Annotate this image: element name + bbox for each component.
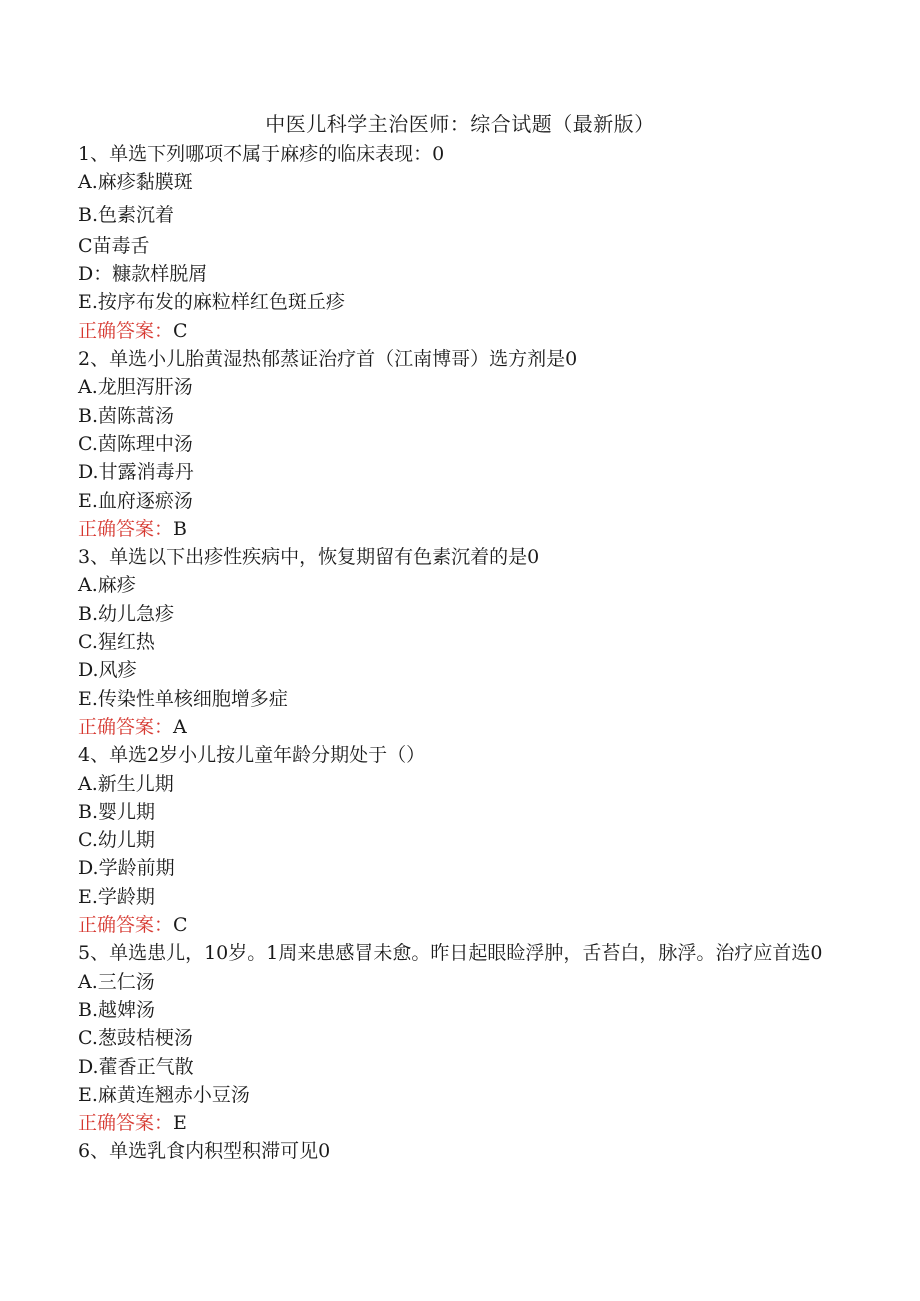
option-d: D.甘露消毒丹 [78, 461, 194, 484]
answer-value: C [173, 319, 188, 342]
document-title: 中医儿科学主治医师：综合试题（最新版） [265, 112, 655, 136]
question-stem: 6、单选乳食内积型积滞可见0 [78, 1140, 331, 1163]
option-d: D.藿香正气散 [78, 1055, 194, 1078]
option-b: B.色素沉着 [78, 203, 175, 226]
option-a: A.新生儿期 [78, 772, 174, 795]
option-e: E.学龄期 [78, 885, 155, 908]
correct-answer [78, 515, 838, 543]
option-a: A.龙胆泻肝汤 [78, 376, 193, 399]
question-3 [78, 543, 838, 741]
question-stem: 1、单选下列哪项不属于麻疹的临床表现：0 [78, 143, 445, 165]
question-stem: 3、单选以下出疹性疾病中，恢复期留有色素沉着的是0 [78, 546, 540, 569]
question-stem: 5、单选患儿，10岁。1周来患感冒未愈。昨日起眼睑浮肿，舌苔白，脉浮。治疗应首选0 [78, 942, 823, 965]
answer-label: 正确答案： [78, 517, 174, 540]
answer-value: B [173, 517, 187, 540]
answer-value: A [173, 715, 187, 738]
option-c: C.猩红热 [78, 631, 155, 654]
question-stem: 2、单选小儿胎黄湿热郁蒸证治疗首（江南博哥）选方剂是0 [78, 348, 578, 371]
answer-label: 正确答案： [78, 319, 174, 342]
answer-label: 正确答案： [78, 715, 174, 738]
option-e: E.血府逐瘀汤 [78, 489, 193, 512]
correct-answer [78, 1109, 838, 1137]
correct-answer [78, 911, 838, 939]
option-a: A.三仁汤 [78, 970, 155, 993]
option-e: E.传染性单核细胞增多症 [78, 687, 288, 710]
option-c: C.葱豉桔梗汤 [78, 1027, 193, 1050]
question-1 [78, 140, 838, 345]
question-stem: 4、单选2岁小儿按儿童年龄分期处于（） [78, 744, 426, 767]
option-c: C苗毒舌 [78, 234, 150, 257]
option-d: D：糠款样脱屑 [78, 263, 208, 286]
question-5 [78, 939, 838, 1137]
option-a: A.麻疹黏膜斑 [78, 171, 193, 194]
option-d: D.学龄前期 [78, 857, 175, 880]
answer-label: 正确答案： [78, 914, 174, 937]
answer-value: E [173, 1112, 187, 1135]
option-d: D.风疹 [78, 659, 137, 682]
option-a: A.麻疹 [78, 574, 136, 597]
option-c: C.幼儿期 [78, 829, 155, 852]
option-b: B.越婢汤 [78, 998, 156, 1021]
answer-value: C [173, 914, 188, 937]
question-2 [78, 345, 838, 543]
question-4 [78, 741, 838, 939]
question-list [78, 140, 838, 1166]
correct-answer [78, 317, 838, 345]
option-b: B.茵陈蒿汤 [78, 404, 175, 427]
answer-label: 正确答案： [78, 1112, 174, 1135]
option-b: B.婴儿期 [78, 800, 156, 823]
option-e: E.按序布发的麻粒样红色斑丘疹 [78, 291, 345, 314]
question-6 [78, 1137, 838, 1165]
correct-answer [78, 713, 838, 741]
option-b: B.幼儿急疹 [78, 602, 175, 625]
option-c: C.茵陈理中汤 [78, 432, 193, 455]
option-e: E.麻黄连翘赤小豆汤 [78, 1083, 250, 1106]
